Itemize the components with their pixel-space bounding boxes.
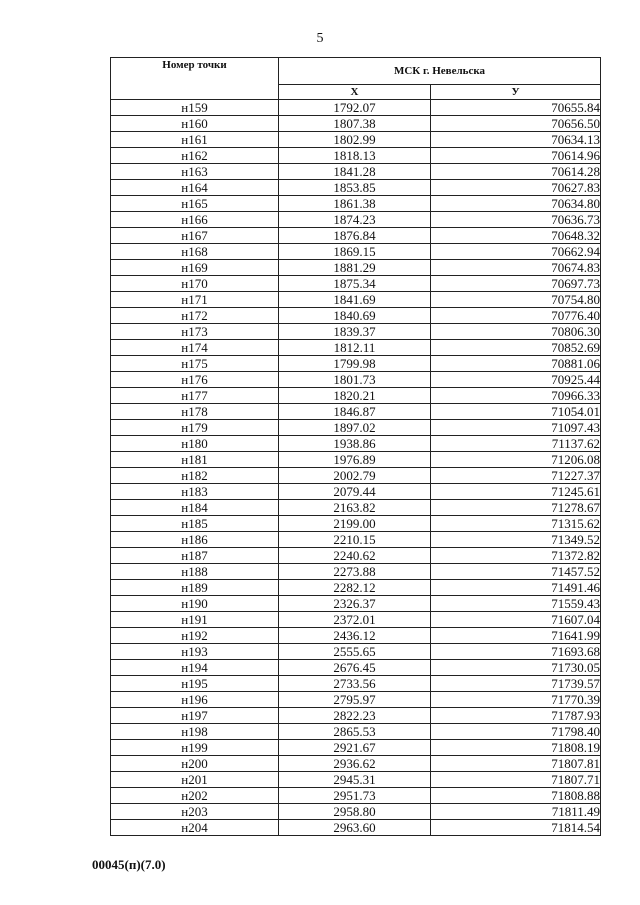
y-value-cell: 71730.05 (431, 660, 601, 676)
table-row (111, 340, 601, 356)
y-value-cell: 71787.93 (431, 708, 601, 724)
point-number-cell: н176 (111, 372, 279, 388)
x-value-cell: 2273.88 (279, 564, 431, 580)
point-number-cell: н161 (111, 132, 279, 148)
header-point-number: Номер точки (111, 58, 279, 100)
y-value-cell: 71770.39 (431, 692, 601, 708)
point-number-cell: н198 (111, 724, 279, 740)
point-number-cell: н182 (111, 468, 279, 484)
table-row (111, 516, 601, 532)
table-row (111, 276, 601, 292)
table-row (111, 724, 601, 740)
point-number-cell: н168 (111, 244, 279, 260)
x-value-cell: 2945.31 (279, 772, 431, 788)
x-value-cell: 1839.37 (279, 324, 431, 340)
x-value-cell: 1881.29 (279, 260, 431, 276)
y-value-cell: 71054.01 (431, 404, 601, 420)
x-value-cell: 1846.87 (279, 404, 431, 420)
point-number-cell: н193 (111, 644, 279, 660)
y-value-cell: 70614.96 (431, 148, 601, 164)
x-value-cell: 2199.00 (279, 516, 431, 532)
y-value-cell: 70627.83 (431, 180, 601, 196)
y-value-cell: 70648.32 (431, 228, 601, 244)
point-number-cell: н189 (111, 580, 279, 596)
y-value-cell: 71739.57 (431, 676, 601, 692)
y-value-cell: 71798.40 (431, 724, 601, 740)
point-number-cell: н201 (111, 772, 279, 788)
point-number-cell: н164 (111, 180, 279, 196)
y-value-cell: 71641.99 (431, 628, 601, 644)
point-number-cell: н191 (111, 612, 279, 628)
table-row (111, 436, 601, 452)
table-row (111, 292, 601, 308)
header-coordinate-system: МСК г. Невельска (279, 58, 601, 85)
table-row (111, 804, 601, 820)
y-value-cell: 70697.73 (431, 276, 601, 292)
x-value-cell: 1792.07 (279, 100, 431, 116)
x-value-cell: 1802.99 (279, 132, 431, 148)
table-row (111, 244, 601, 260)
y-value-cell: 71097.43 (431, 420, 601, 436)
y-value-cell: 71137.62 (431, 436, 601, 452)
table-row (111, 676, 601, 692)
header-x: X (279, 85, 431, 100)
table-row (111, 772, 601, 788)
x-value-cell: 1874.23 (279, 212, 431, 228)
point-number-cell: н172 (111, 308, 279, 324)
y-value-cell: 71227.37 (431, 468, 601, 484)
point-number-cell: н200 (111, 756, 279, 772)
point-number-cell: н169 (111, 260, 279, 276)
page-number: 5 (316, 31, 324, 46)
y-value-cell: 70634.80 (431, 196, 601, 212)
y-value-cell: 70925.44 (431, 372, 601, 388)
table-row (111, 132, 601, 148)
table-row (111, 820, 601, 836)
x-value-cell: 1976.89 (279, 452, 431, 468)
y-value-cell: 70966.33 (431, 388, 601, 404)
x-value-cell: 2163.82 (279, 500, 431, 516)
table-row (111, 388, 601, 404)
y-value-cell: 71559.43 (431, 596, 601, 612)
x-value-cell: 1840.69 (279, 308, 431, 324)
table-row (111, 612, 601, 628)
table-row (111, 788, 601, 804)
y-value-cell: 71315.62 (431, 516, 601, 532)
x-value-cell: 1897.02 (279, 420, 431, 436)
table-row (111, 692, 601, 708)
x-value-cell: 1818.13 (279, 148, 431, 164)
point-number-cell: н165 (111, 196, 279, 212)
x-value-cell: 1869.15 (279, 244, 431, 260)
x-value-cell: 1861.38 (279, 196, 431, 212)
y-value-cell: 71457.52 (431, 564, 601, 580)
table-row (111, 564, 601, 580)
coordinates-table (110, 57, 601, 836)
table-row (111, 116, 601, 132)
x-value-cell: 2951.73 (279, 788, 431, 804)
x-value-cell: 1799.98 (279, 356, 431, 372)
point-number-cell: н166 (111, 212, 279, 228)
x-value-cell: 2795.97 (279, 692, 431, 708)
table-row (111, 100, 601, 116)
table-row (111, 548, 601, 564)
y-value-cell: 71278.67 (431, 500, 601, 516)
x-value-cell: 2963.60 (279, 820, 431, 836)
x-value-cell: 1820.21 (279, 388, 431, 404)
point-number-cell: н197 (111, 708, 279, 724)
table-row (111, 372, 601, 388)
y-value-cell: 70636.73 (431, 212, 601, 228)
point-number-cell: н177 (111, 388, 279, 404)
x-value-cell: 1801.73 (279, 372, 431, 388)
point-number-cell: н175 (111, 356, 279, 372)
table-row (111, 212, 601, 228)
table-row (111, 260, 601, 276)
x-value-cell: 2079.44 (279, 484, 431, 500)
y-value-cell: 70662.94 (431, 244, 601, 260)
x-value-cell: 1807.38 (279, 116, 431, 132)
y-value-cell: 71807.71 (431, 772, 601, 788)
y-value-cell: 70754.80 (431, 292, 601, 308)
table-row (111, 324, 601, 340)
table-row (111, 484, 601, 500)
table-row (111, 660, 601, 676)
point-number-cell: н170 (111, 276, 279, 292)
point-number-cell: н162 (111, 148, 279, 164)
y-value-cell: 71491.46 (431, 580, 601, 596)
point-number-cell: н204 (111, 820, 279, 836)
x-value-cell: 2822.23 (279, 708, 431, 724)
point-number-cell: н186 (111, 532, 279, 548)
table-body (111, 100, 601, 836)
table-row (111, 628, 601, 644)
y-value-cell: 70655.84 (431, 100, 601, 116)
table-row (111, 420, 601, 436)
y-value-cell: 71811.49 (431, 804, 601, 820)
x-value-cell: 2240.62 (279, 548, 431, 564)
point-number-cell: н199 (111, 740, 279, 756)
y-value-cell: 70674.83 (431, 260, 601, 276)
table-row (111, 164, 601, 180)
point-number-cell: н187 (111, 548, 279, 564)
y-value-cell: 70806.30 (431, 324, 601, 340)
table-row (111, 452, 601, 468)
x-value-cell: 1841.28 (279, 164, 431, 180)
point-number-cell: н195 (111, 676, 279, 692)
table-row (111, 596, 601, 612)
x-value-cell: 2372.01 (279, 612, 431, 628)
y-value-cell: 70656.50 (431, 116, 601, 132)
point-number-cell: н180 (111, 436, 279, 452)
y-value-cell: 71814.54 (431, 820, 601, 836)
point-number-cell: н163 (111, 164, 279, 180)
table-row (111, 532, 601, 548)
table-row (111, 356, 601, 372)
x-value-cell: 2326.37 (279, 596, 431, 612)
x-value-cell: 2921.67 (279, 740, 431, 756)
document-code: 00045(п)(7.0) (92, 857, 166, 872)
y-value-cell: 70614.28 (431, 164, 601, 180)
x-value-cell: 2555.65 (279, 644, 431, 660)
table-row (111, 740, 601, 756)
point-number-cell: н185 (111, 516, 279, 532)
y-value-cell: 70881.06 (431, 356, 601, 372)
y-value-cell: 71349.52 (431, 532, 601, 548)
table-row (111, 468, 601, 484)
table-row (111, 756, 601, 772)
point-number-cell: н160 (111, 116, 279, 132)
table-row (111, 196, 601, 212)
y-value-cell: 71206.08 (431, 452, 601, 468)
table-row (111, 500, 601, 516)
point-number-cell: н194 (111, 660, 279, 676)
point-number-cell: н203 (111, 804, 279, 820)
table-row (111, 404, 601, 420)
y-value-cell: 71808.88 (431, 788, 601, 804)
x-value-cell: 2282.12 (279, 580, 431, 596)
table-row (111, 708, 601, 724)
point-number-cell: н167 (111, 228, 279, 244)
table-row (111, 180, 601, 196)
x-value-cell: 1876.84 (279, 228, 431, 244)
y-value-cell: 71372.82 (431, 548, 601, 564)
x-value-cell: 1875.34 (279, 276, 431, 292)
point-number-cell: н192 (111, 628, 279, 644)
y-value-cell: 71807.81 (431, 756, 601, 772)
y-value-cell: 71245.61 (431, 484, 601, 500)
point-number-cell: н202 (111, 788, 279, 804)
table-row (111, 308, 601, 324)
point-number-cell: н173 (111, 324, 279, 340)
point-number-cell: н188 (111, 564, 279, 580)
point-number-cell: н183 (111, 484, 279, 500)
x-value-cell: 2002.79 (279, 468, 431, 484)
y-value-cell: 71607.04 (431, 612, 601, 628)
x-value-cell: 2936.62 (279, 756, 431, 772)
x-value-cell: 1841.69 (279, 292, 431, 308)
table-row (111, 580, 601, 596)
table-row (111, 148, 601, 164)
y-value-cell: 71808.19 (431, 740, 601, 756)
y-value-cell: 71693.68 (431, 644, 601, 660)
point-number-cell: н181 (111, 452, 279, 468)
table-row (111, 228, 601, 244)
point-number-cell: н178 (111, 404, 279, 420)
x-value-cell: 1812.11 (279, 340, 431, 356)
x-value-cell: 2436.12 (279, 628, 431, 644)
header-y: У (431, 85, 601, 100)
point-number-cell: н196 (111, 692, 279, 708)
point-number-cell: н190 (111, 596, 279, 612)
point-number-cell: н179 (111, 420, 279, 436)
point-number-cell: н171 (111, 292, 279, 308)
point-number-cell: н184 (111, 500, 279, 516)
y-value-cell: 70776.40 (431, 308, 601, 324)
point-number-cell: н174 (111, 340, 279, 356)
x-value-cell: 2676.45 (279, 660, 431, 676)
x-value-cell: 2865.53 (279, 724, 431, 740)
x-value-cell: 2210.15 (279, 532, 431, 548)
point-number-cell: н159 (111, 100, 279, 116)
y-value-cell: 70634.13 (431, 132, 601, 148)
x-value-cell: 1853.85 (279, 180, 431, 196)
x-value-cell: 1938.86 (279, 436, 431, 452)
x-value-cell: 2733.56 (279, 676, 431, 692)
table-row (111, 644, 601, 660)
y-value-cell: 70852.69 (431, 340, 601, 356)
x-value-cell: 2958.80 (279, 804, 431, 820)
